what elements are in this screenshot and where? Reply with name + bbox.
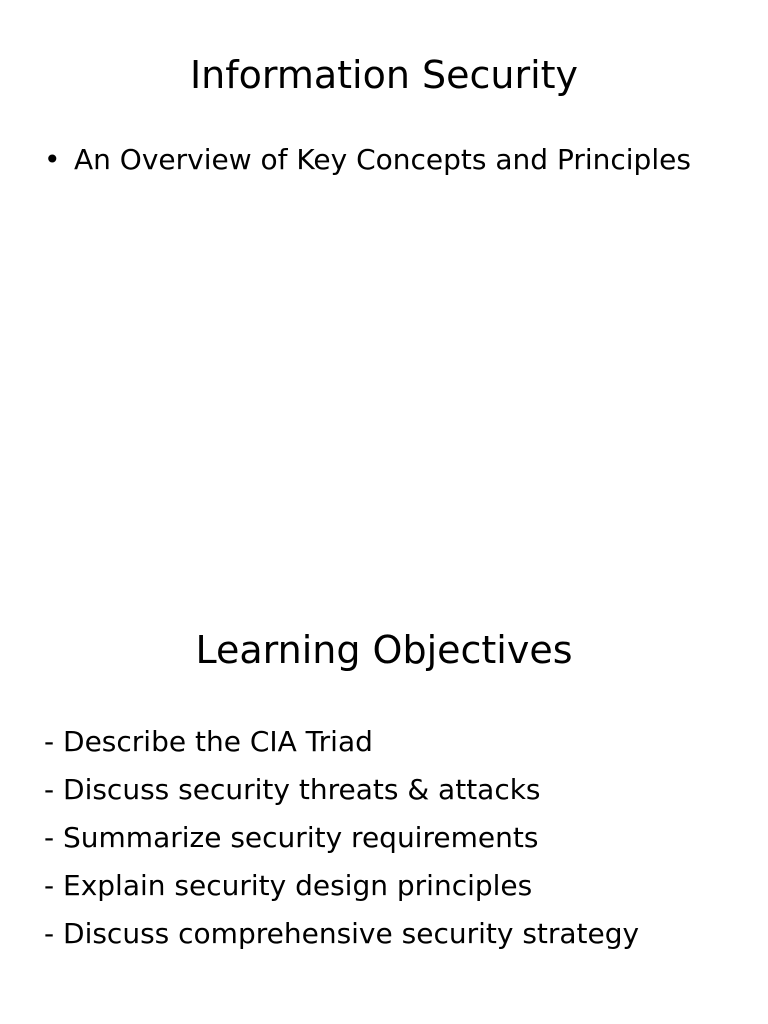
objective-item: - Describe the CIA Triad <box>44 725 373 758</box>
objective-item: - Discuss security threats & attacks <box>44 773 541 806</box>
bullet-item <box>44 142 691 178</box>
objective-item: - Explain security design principles <box>44 869 533 902</box>
slide-title: Information Security <box>189 53 579 97</box>
bullet-marker: • <box>44 143 61 176</box>
slide-learning-objectives <box>0 576 768 1024</box>
bullet-text: An Overview of Key Concepts and Principles <box>74 143 691 176</box>
slide-title: Learning Objectives <box>195 628 573 672</box>
objective-item: - Discuss comprehensive security strategy <box>44 917 640 950</box>
objective-item: - Summarize security requirements <box>44 821 539 854</box>
objectives-list <box>44 718 639 958</box>
